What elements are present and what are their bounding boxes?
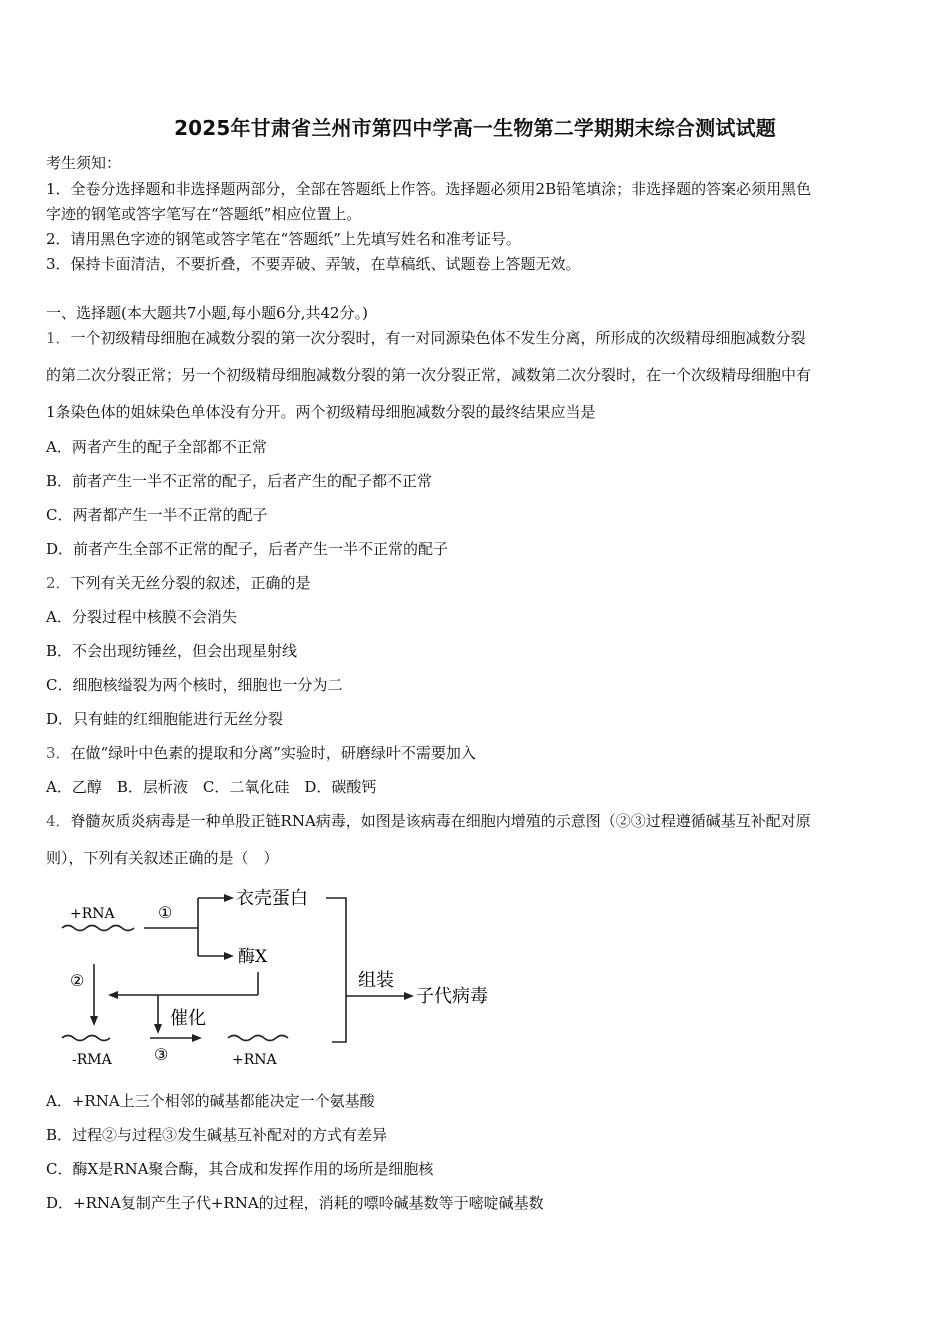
- enzyme-x-label: 酶X: [238, 947, 268, 967]
- q2-option-b[interactable]: B．不会出现纺锤丝，但会出现星射线: [46, 642, 298, 660]
- exam-title: 2025年甘肃省兰州市第四中学高一生物第二学期期末综合测试试题: [174, 116, 776, 140]
- q3-options[interactable]: A．乙醇 B．层析液 C．二氧化硅 D．碳酸钙: [46, 778, 377, 796]
- section-heading: 一、选择题(本大题共7小题,每小题6分,共42分。): [46, 304, 368, 322]
- progeny-virus-label: 子代病毒: [416, 986, 488, 1007]
- q4-number: 4．: [46, 812, 71, 830]
- plus-rna-top-label: +RNA: [70, 906, 115, 922]
- q4-option-b[interactable]: B．过程②与过程③发生碱基互补配对的方式有差异: [46, 1126, 388, 1144]
- q2-number: 2．: [46, 574, 71, 592]
- q4-stem-2: 则），下列有关叙述正确的是（ ）: [46, 849, 279, 867]
- q4-stem-1: 脊髓灰质炎病毒是一种单股正链RNA病毒，如图是该病毒在细胞内增殖的示意图（②③过程遵循碱基互补配对原: [70, 812, 811, 830]
- plus-rna-bottom-strand: [228, 1036, 288, 1041]
- coat-protein-label: 衣壳蛋白: [236, 888, 308, 909]
- step-3-label: ③: [154, 1045, 169, 1064]
- q2-stem: 下列有关无丝分裂的叙述，正确的是: [70, 574, 311, 592]
- plus-rna-bottom-label: +RNA: [232, 1052, 277, 1068]
- q4-option-a[interactable]: A．+RNA上三个相邻的碱基都能决定一个氨基酸: [46, 1092, 375, 1110]
- q3-line: [46, 742, 476, 763]
- q1-stem-1: 一个初级精母细胞在减数分裂的第一次分裂时，有一对同源染色体不发生分离，所形成的次级精母细胞减数分裂: [70, 329, 806, 347]
- q1-stem-3: 1条染色体的姐妹染色单体没有分开。两个初级精母细胞减数分裂的最终结果应当是: [46, 403, 596, 421]
- q1-option-c[interactable]: C．两者都产生一半不正常的配子: [46, 506, 268, 524]
- q1-number: 1．: [46, 329, 71, 347]
- q2-line: [46, 572, 311, 593]
- q4-option-d[interactable]: D．+RNA复制产生子代+RNA的过程，消耗的嘌呤碱基数等于嘧啶碱基数: [46, 1194, 544, 1212]
- q1-stem-2: 的第二次分裂正常；另一个初级精母细胞减数分裂的第一次分裂正常，减数第二次分裂时，在一个次级精母细胞中有: [46, 366, 812, 384]
- notice-line-4: 3．保持卡面清洁，不要折叠，不要弄破、弄皱，在草稿纸、试题卷上答题无效。: [46, 255, 581, 273]
- assemble-label: 组装: [358, 970, 394, 991]
- notice-line-3: 2．请用黑色字迹的钢笔或答字笔在“答题纸”上先填写姓名和准考证号。: [46, 230, 521, 248]
- q3-stem: 在做“绿叶中色素的提取和分离”实验时，研磨绿叶不需要加入: [70, 744, 476, 762]
- notice-heading: 考生须知：: [46, 154, 122, 172]
- q1-option-b[interactable]: B．前者产生一半不正常的配子，后者产生的配子都不正常: [46, 472, 433, 490]
- minus-rna-label: -RMA: [72, 1052, 112, 1068]
- notice-line-2: 字迹的钢笔或答字笔写在“答题纸”相应位置上。: [46, 205, 362, 223]
- q1-option-d[interactable]: D．前者产生全部不正常的配子，后者产生一半不正常的配子: [46, 540, 449, 558]
- q1-option-a[interactable]: A．两者产生的配子全部都不正常: [46, 438, 267, 456]
- q1-line-1: [46, 327, 806, 348]
- q2-option-a[interactable]: A．分裂过程中核膜不会消失: [46, 608, 237, 626]
- q2-option-d[interactable]: D．只有蛙的红细胞能进行无丝分裂: [46, 710, 284, 728]
- step-2-label: ②: [70, 971, 85, 990]
- catalyze-label: 催化: [170, 1008, 206, 1029]
- notice-line-1: 1．全卷分选择题和非选择题两部分，全部在答题纸上作答。选择题必须用2B铅笔填涂；非选择题的答案必须用黑色: [46, 180, 812, 198]
- step-1-label: ①: [158, 903, 173, 922]
- q4-option-c[interactable]: C．酶X是RNA聚合酶，其合成和发挥作用的场所是细胞核: [46, 1160, 434, 1178]
- virus-replication-diagram: [46, 878, 516, 1074]
- q2-option-c[interactable]: C．细胞核缢裂为两个核时，细胞也一分为二: [46, 676, 343, 694]
- q3-number: 3．: [46, 744, 71, 762]
- plus-rna-top-strand: [62, 926, 134, 931]
- q4-line-1: [46, 810, 811, 831]
- minus-rna-strand: [62, 1036, 110, 1041]
